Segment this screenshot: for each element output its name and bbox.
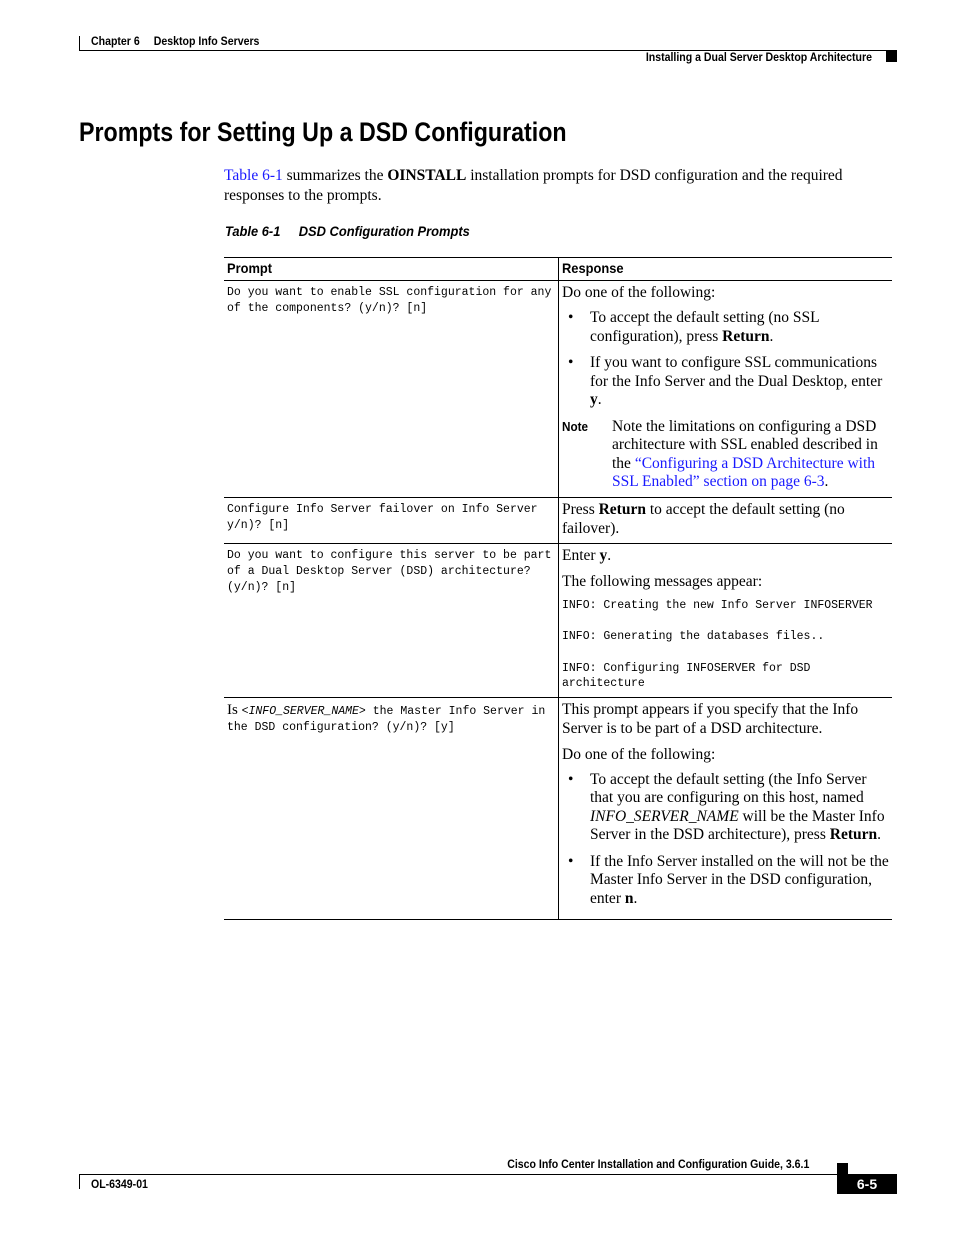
footer-marker (837, 1163, 848, 1174)
message-line: INFO: Creating the new Info Server INFOSERVER (562, 598, 873, 612)
table-row (224, 281, 892, 498)
response-lead: Do one of the following: (562, 284, 716, 301)
chapter-title: Desktop Info Servers (153, 34, 260, 48)
response-list (562, 309, 889, 410)
prompt-text: Do you want to enable SSL configuration for any of the components? (y/n)? [n] (227, 286, 552, 315)
response-intro: This prompt appears if you specify that the Info Server is to be part of a DSD architecture. (562, 700, 859, 737)
response-enter: Enter y. (562, 546, 612, 564)
table-row (224, 497, 892, 543)
header-marker (886, 51, 897, 62)
chapter-number: Chapter 6 (91, 34, 140, 48)
table-caption (225, 223, 470, 239)
table-header-row (224, 258, 892, 281)
response-text: Press Return to accept the default setting (no failover). (562, 500, 845, 537)
header-prompt: Prompt (224, 258, 559, 281)
prompt-text: Configure Info Server failover on Info Server y/n)? [n] (227, 502, 538, 532)
intro-text-2: installation prompts for DSD configuration and the required responses to the prompts. (224, 167, 843, 204)
running-header-section: Installing a Dual Server Desktop Architecture (645, 50, 872, 64)
note-label: Note (562, 418, 589, 434)
table-row (224, 697, 892, 920)
footer-guide-title: Cisco Info Center Installation and Configuration Guide, 3.6.1 (506, 1157, 809, 1171)
response-cell (559, 497, 893, 543)
header-left-rule (79, 36, 80, 51)
note-text: Note the limitations on configuring a DSD architecture with SSL enabled described in the “Configuring a DSD Architecture with SSL Enabled” section on page 6-3. (612, 417, 878, 490)
footer-rule (79, 1174, 897, 1175)
intro-text: summarizes the (282, 167, 388, 184)
table-row (224, 543, 892, 697)
response-cell (559, 543, 893, 697)
table-ref-link[interactable]: Table 6-1 (224, 167, 283, 184)
footer-left-rule (79, 1174, 80, 1189)
prompt-text: Do you want to configure this server to be part of a Dual Desktop Server (DSD) architecture? (y/n)? [n] (227, 548, 552, 594)
intro-bold: OINSTALL (387, 167, 467, 184)
response-messages-lead: The following messages appear: (562, 572, 763, 590)
response-cell (559, 281, 893, 498)
section-ref-link[interactable]: “Configuring a DSD Architecture with SSL Enabled” section on page 6-3 (612, 454, 876, 490)
response-list (562, 771, 889, 909)
prompt-cell (224, 281, 559, 498)
response-cell (559, 697, 893, 920)
caption-number: Table 6-1 (225, 223, 281, 239)
page-title: Prompts for Setting Up a DSD Configuration (79, 117, 567, 147)
prompt-text: Is <INFO_SERVER_NAME> the Master Info Server in the DSD configuration? (y/n)? [y] (227, 701, 546, 734)
footer-doc-number: OL-6349-01 (91, 1177, 148, 1191)
prompt-cell (224, 543, 559, 697)
dsd-prompts-table (224, 257, 892, 920)
prompt-cell (224, 497, 559, 543)
note-block (562, 418, 889, 492)
list-item: • To accept the default setting (no SSL configuration), press Return. (562, 309, 889, 346)
caption-title: DSD Configuration Prompts (298, 223, 470, 239)
list-item: • If the Info Server installed on the will not be the Master Info Server in the DSD configuration, enter n. (562, 853, 889, 909)
response-lead: Do one of the following: (562, 745, 716, 763)
running-header-chapter (91, 34, 259, 48)
page-number: 6-5 (837, 1174, 897, 1194)
list-item: • If you want to configure SSL communications for the Info Server and the Dual Desktop, enter y. (562, 354, 889, 410)
header-response: Response (559, 258, 893, 281)
message-line: INFO: Configuring INFOSERVER for DSD architecture (562, 661, 811, 690)
message-line: INFO: Generating the databases files.. (562, 630, 825, 643)
list-item: • To accept the default setting (the Info Server that you are configuring on this host, named INFO_SERVER_NAME will be the Master Info Server in the DSD architecture), press Return. (562, 771, 889, 845)
prompt-cell (224, 697, 559, 920)
intro-paragraph (224, 166, 892, 206)
